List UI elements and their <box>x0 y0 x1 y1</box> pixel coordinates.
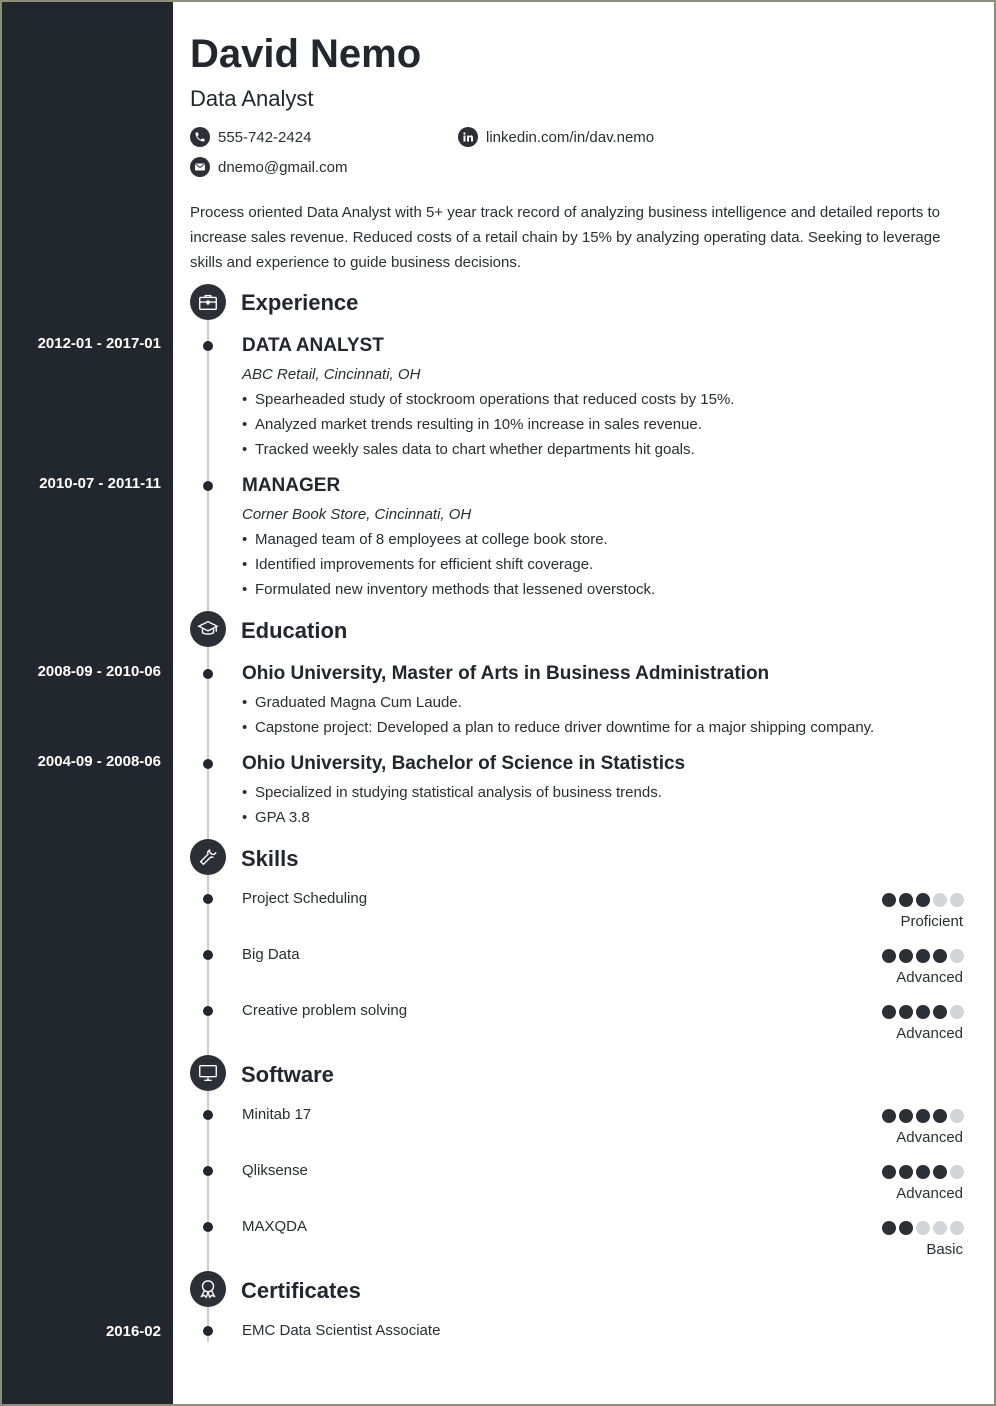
section-title-skills: Skills <box>241 846 299 871</box>
rating-dot-filled <box>899 1221 913 1235</box>
timeline-dot <box>203 759 213 769</box>
rating-dot-filled <box>916 893 930 907</box>
wrench-icon <box>190 839 226 875</box>
rating-dot-filled <box>933 1005 947 1019</box>
certificate-name: EMC Data Scientist Associate <box>242 1322 441 1339</box>
software-level: Advanced <box>896 1185 963 1202</box>
software-rating <box>882 1165 964 1179</box>
rating-dot-filled <box>916 1109 930 1123</box>
experience-bullet: • Identified improvements for efficient shift coverage. <box>242 556 593 573</box>
timeline-line <box>207 302 209 1342</box>
education-bullet: • Graduated Magna Cum Laude. <box>242 694 462 711</box>
experience-bullet: • Analyzed market trends resulting in 10% increase in sales revenue. <box>242 416 702 433</box>
contact-phone <box>190 127 311 147</box>
candidate-name: David Nemo <box>190 32 422 76</box>
software-name: MAXQDA <box>242 1218 308 1235</box>
experience-company: Corner Book Store, Cincinnati, OH <box>242 506 472 523</box>
education-bullet: • Capstone project: Developed a plan to reduce driver downtime for a major shipping company. <box>242 719 874 736</box>
rating-dot-filled <box>916 1005 930 1019</box>
education-date: 2008-09 - 2010-06 <box>37 663 161 680</box>
rating-dot-empty <box>933 893 947 907</box>
timeline-dot <box>203 1110 213 1120</box>
education-date: 2004-09 - 2008-06 <box>37 753 161 770</box>
skill-level: Advanced <box>896 1025 963 1042</box>
rating-dot-filled <box>933 1109 947 1123</box>
experience-company: ABC Retail, Cincinnati, OH <box>242 366 421 383</box>
rating-dot-filled <box>933 949 947 963</box>
email-text[interactable]: dnemo@gmail.com <box>218 158 348 176</box>
education-degree: Ohio University, Bachelor of Science in Statistics <box>242 753 686 774</box>
rating-dot-empty <box>950 1165 964 1179</box>
rating-dot-filled <box>899 1005 913 1019</box>
skill-name: Big Data <box>242 946 300 963</box>
skill-rating <box>882 949 964 963</box>
timeline-dot <box>203 1326 213 1336</box>
timeline-dot <box>203 341 213 351</box>
rating-dot-empty <box>916 1221 930 1235</box>
timeline-dot <box>203 669 213 679</box>
award-ribbon-icon <box>190 1271 226 1307</box>
rating-dot-filled <box>899 893 913 907</box>
linkedin-icon <box>458 127 478 147</box>
rating-dot-filled <box>882 949 896 963</box>
experience-role: MANAGER <box>242 475 341 496</box>
certificate-date: 2016-02 <box>105 1323 161 1340</box>
skill-name: Creative problem solving <box>242 1002 408 1019</box>
experience-bullet: • Managed team of 8 employees at college book store. <box>242 531 608 548</box>
rating-dot-filled <box>882 1165 896 1179</box>
experience-date: 2010-07 - 2011-11 <box>39 475 161 492</box>
summary: Process oriented Data Analyst with 5+ year track record of analyzing business intelligence and detailed reports to increase sales revenue. Reduced costs of a retail chain by 15% by analyzing operating data. Seeking to leverage skills and experience to guide business decisions. <box>190 204 941 271</box>
rating-dot-filled <box>882 1221 896 1235</box>
skill-level: Advanced <box>896 969 963 986</box>
rating-dot-empty <box>950 1221 964 1235</box>
experience-bullet: • Formulated new inventory methods that lessened overstock. <box>242 581 655 598</box>
phone-text: 555-742-2424 <box>218 128 312 146</box>
rating-dot-filled <box>899 1165 913 1179</box>
rating-dot-filled <box>882 1005 896 1019</box>
section-title-education: Education <box>241 618 348 643</box>
software-level: Basic <box>926 1241 963 1258</box>
rating-dot-filled <box>899 949 913 963</box>
timeline-dot <box>203 1166 213 1176</box>
rating-dot-empty <box>950 1005 964 1019</box>
linkedin-text[interactable]: linkedin.com/in/dav.nemo <box>486 128 655 146</box>
rating-dot-filled <box>899 1109 913 1123</box>
skill-rating <box>882 1005 964 1019</box>
section-title-experience: Experience <box>241 290 359 315</box>
rating-dot-empty <box>933 1221 947 1235</box>
timeline-dot <box>203 1222 213 1232</box>
software-rating <box>882 1109 964 1123</box>
skill-rating <box>882 893 964 907</box>
monitor-icon <box>190 1055 226 1091</box>
graduation-cap-icon <box>190 611 226 647</box>
briefcase-icon <box>190 284 226 320</box>
section-title-software: Software <box>241 1062 334 1087</box>
software-rating <box>882 1221 964 1235</box>
rating-dot-filled <box>933 1165 947 1179</box>
rating-dot-empty <box>950 1109 964 1123</box>
experience-bullet: • Tracked weekly sales data to chart whether departments hit goals. <box>242 441 695 458</box>
software-name: Minitab 17 <box>242 1106 312 1123</box>
sidebar <box>2 2 173 1404</box>
rating-dot-filled <box>916 949 930 963</box>
experience-date: 2012-01 - 2017-01 <box>37 335 161 352</box>
contact-email[interactable] <box>190 157 347 177</box>
experience-role: DATA ANALYST <box>242 335 384 356</box>
section-title-certificates: Certificates <box>241 1278 361 1303</box>
software-name: Qliksense <box>242 1162 308 1179</box>
education-degree: Ohio University, Master of Arts in Business Administration <box>242 663 770 684</box>
rating-dot-filled <box>882 1109 896 1123</box>
rating-dot-empty <box>950 893 964 907</box>
experience-bullet: • Spearheaded study of stockroom operations that reduced costs by 15%. <box>242 391 734 408</box>
timeline-dot <box>203 950 213 960</box>
education-bullet: • GPA 3.8 <box>242 809 310 826</box>
rating-dot-filled <box>882 893 896 907</box>
phone-icon <box>190 127 210 147</box>
software-level: Advanced <box>896 1129 963 1146</box>
rating-dot-empty <box>950 949 964 963</box>
rating-dot-filled <box>916 1165 930 1179</box>
timeline-dot <box>203 481 213 491</box>
contact-linkedin[interactable] <box>458 127 654 147</box>
candidate-title: Data Analyst <box>190 86 314 111</box>
timeline-dot <box>203 894 213 904</box>
skill-level: Proficient <box>900 913 963 930</box>
skill-name: Project Scheduling <box>242 890 368 907</box>
timeline-dot <box>203 1006 213 1016</box>
email-icon <box>190 157 210 177</box>
education-bullet: • Specialized in studying statistical analysis of business trends. <box>242 784 662 801</box>
